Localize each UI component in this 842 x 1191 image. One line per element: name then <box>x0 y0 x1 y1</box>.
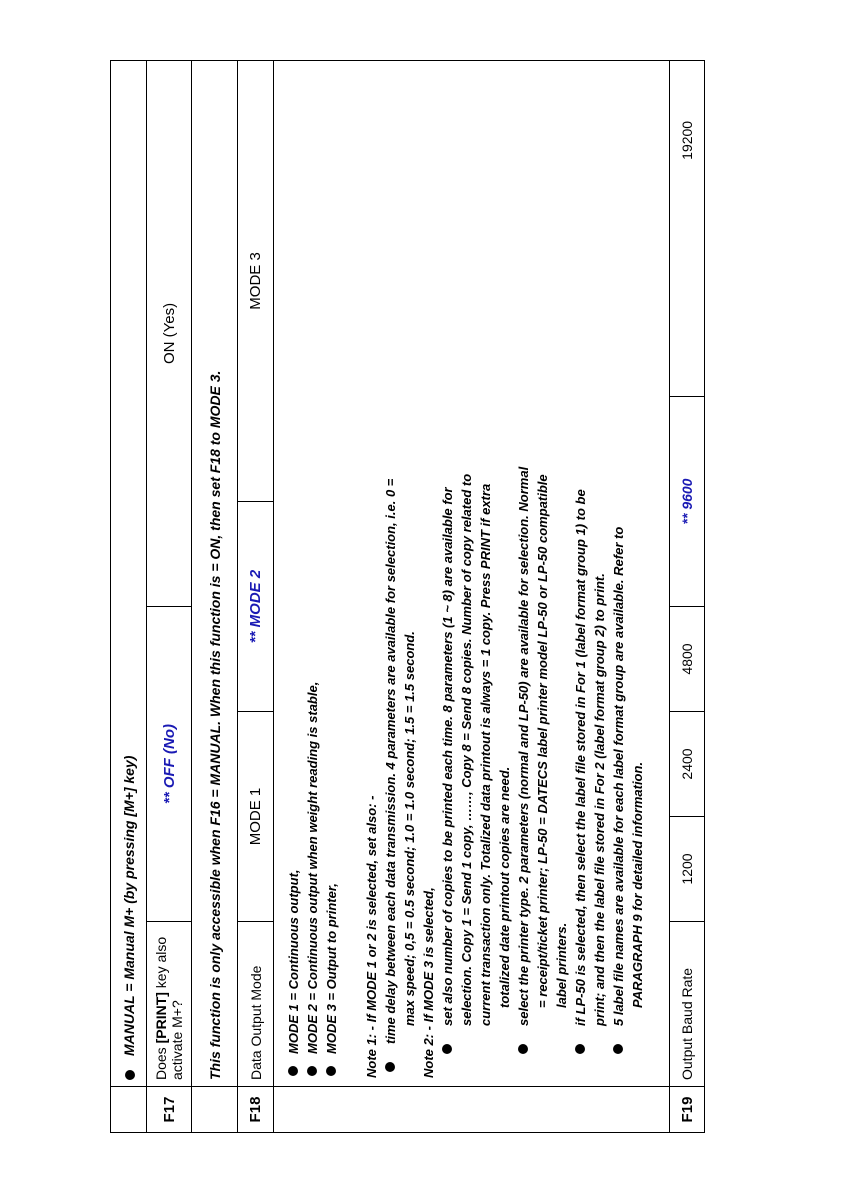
row-f16-manual <box>111 60 147 1132</box>
note2-item-cont: totalized date printout copies are need. <box>497 766 512 1008</box>
note1-item: time delay between each data transmission. 4 parameters are available for selection, i.e. 0 = <box>381 67 400 1078</box>
f17-question: Does [PRINT] key also activate M+? <box>147 922 192 1087</box>
bullet-icon <box>575 1044 585 1054</box>
settings-table <box>110 60 705 1133</box>
note2-item-cont: PARAGRAPH 9 for detailed information. <box>630 761 645 1008</box>
f16-manual-text: MANUAL = Manual M+ (by pressing [M+] key) <box>120 755 137 1056</box>
bullet-icon <box>518 1044 528 1054</box>
f18-option-2: ** MODE 2 <box>238 502 274 712</box>
f17-code: F17 <box>147 1087 192 1133</box>
f19-rate-19200: 19200 <box>670 60 705 396</box>
note2-item-cont: = receipt/ticket printer; LP-50 = DATECS label printer model LP-50 or LP-50 compatible <box>535 474 550 1008</box>
note2-item-cont: print; and then the label file stored in For 2 (label format group 2) to print. <box>592 573 607 1026</box>
f18-option-1: MODE 1 <box>238 712 274 922</box>
f19-rate-9600: ** 9600 <box>670 397 705 607</box>
note2-item-cont: selection. Copy 1 = Send 1 copy, ……, Copy 8 = Send 8 copies. Number of copy related to <box>459 473 474 1026</box>
bullet-icon <box>307 1066 317 1076</box>
note2-item: select the printer type. 2 parameters (normal and LP-50) are available for selection. Normal <box>514 67 533 1078</box>
row-f18-description <box>274 60 670 1132</box>
note1-title: Note 1: - If MODE 1 or 2 is selected, set also: - <box>364 795 379 1078</box>
bullet-icon <box>125 1070 135 1080</box>
f17-option-on: ON (Yes) <box>147 60 192 606</box>
mode-item: MODE 2 = Continuous output when weight reading is stable, <box>303 67 322 1078</box>
f18-option-3: MODE 3 <box>238 60 274 501</box>
f17-note: This function is only accessible when F16 = MANUAL. When this function is = ON, then set F18 to MODE 3. <box>192 60 238 1086</box>
f19-rate-2400: 2400 <box>670 712 705 817</box>
note2-title: Note 2: - If MODE 3 is selected, <box>421 887 436 1078</box>
f19-rate-4800: 4800 <box>670 607 705 712</box>
f17-option-off: ** OFF (No) <box>147 607 192 922</box>
bullet-icon <box>442 1044 452 1054</box>
note2-item: 5 label file names are available for each label format group are available. Refer to <box>609 67 628 1078</box>
f19-code: F19 <box>670 1087 705 1133</box>
rotated-page <box>110 61 704 1133</box>
f19-rate-1200: 1200 <box>670 817 705 922</box>
note2-item-cont: current transaction only. Totalized data printout is always = 1 copy. Press PRINT if extra <box>478 483 493 1026</box>
bullet-icon <box>288 1066 298 1076</box>
bullet-icon <box>385 1062 395 1072</box>
f18-label: Data Output Mode <box>238 922 274 1087</box>
bullet-icon <box>326 1066 336 1076</box>
note2-item: if LP-50 is selected, then select the label file stored in For 1 (label format group 1) to be <box>571 67 590 1078</box>
note1-item-cont: max speed; 0,5 = 0.5 second; 1.0 = 1.0 second; 1.5 = 1.5 second. <box>402 631 417 1026</box>
row-f18 <box>238 60 274 1132</box>
note2-item-cont: label printers. <box>554 922 569 1008</box>
mode-item: MODE 3 = Output to printer, <box>322 67 341 1078</box>
note2-item: set also number of copies to be printed each time. 8 parameters (1 ~ 8) are available for <box>438 67 457 1078</box>
f18-description <box>274 60 670 1086</box>
f18-code: F18 <box>238 1087 274 1133</box>
row-f17 <box>147 60 192 1132</box>
row-f17-note <box>192 60 238 1132</box>
f19-label: Output Baud Rate <box>670 922 705 1087</box>
bullet-icon <box>613 1044 623 1054</box>
row-f19 <box>670 60 705 1132</box>
mode-item: MODE 1 = Continuous output, <box>284 67 303 1078</box>
